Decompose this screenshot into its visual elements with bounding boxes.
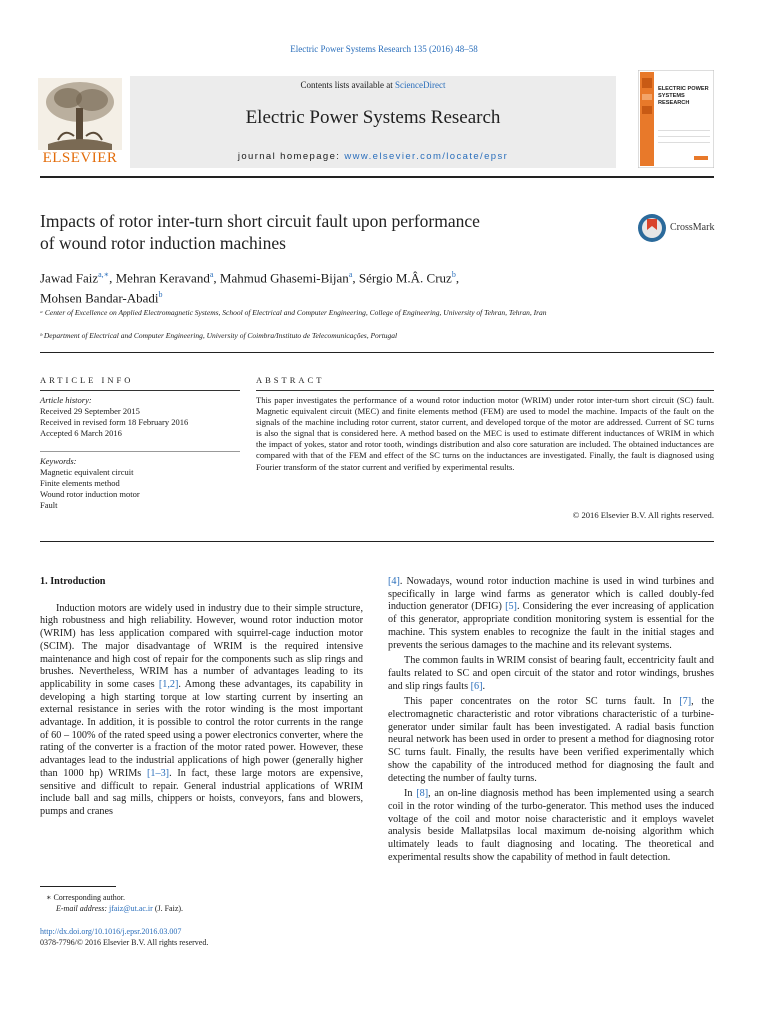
author-name[interactable]: Mahmud Ghasemi-Bijan bbox=[219, 270, 349, 286]
paragraph-text: . Nowadays, wound rotor induction machine is used in wind turbines and specifically in large wind farms as generator which is called doubly-fed induction generator (DFIG) bbox=[388, 576, 714, 613]
paragraph-text: This paper concentrates on the rotor SC turns fault. In bbox=[404, 696, 680, 708]
citation-link[interactable]: [6] bbox=[470, 680, 483, 692]
section-heading-introduction: 1. Introduction bbox=[40, 576, 106, 587]
article-title bbox=[40, 210, 600, 254]
paragraph-text: . Among these advantages, its capability in developing a high starting torque at low starting current by inserting an external resistance in series with the rotor winding is the most important advantage. In addition, it is possible to control the rotor currents in the range of 60 – 100% of the rated speed using a power electronics converter, where the rating of the converter is a fraction of the motor rated power. However, these advantages lead to the industrial applications of high power (generally higher than 1000 hp) WRIMs bbox=[40, 678, 363, 779]
author-affiliation-mark[interactable]: a bbox=[348, 270, 353, 279]
corresponding-author-note: ∗ Corresponding author. bbox=[46, 893, 125, 902]
doi-link[interactable]: http://dx.doi.org/10.1016/j.epsr.2016.03.007 bbox=[40, 927, 182, 936]
paragraph bbox=[388, 696, 714, 785]
paragraph bbox=[388, 788, 714, 864]
article-title-line-1: Impacts of rotor inter-turn short circuit fault upon performance bbox=[40, 211, 480, 231]
paragraph bbox=[388, 576, 714, 652]
keywords bbox=[40, 456, 240, 511]
journal-cover-thumbnail[interactable] bbox=[638, 70, 714, 168]
author-separator: , bbox=[352, 270, 359, 286]
abstract-text: This paper investigates the performance of a wound rotor induction motor (WRIM) under rotor inter-turn short circuit (SC) fault. Magnetic equivalent circuit (MEC) and finite elements method (FEM) are used to model the machine. Impacts of the fault on the signals of the machine including rotor current, stator current, and developed torque of the motor are addressed. Current of SC turns is also the signal that is considered here. A method based on the MEC is used to estimate different inductances of WRIM in which the impact of yokes, stator and rotor tooth, windings distribution and also core saturation are included. The obtained inductances are compared with that of the FEM and effect of the SC turns on the inductances are investigated. Finally, the fault is diagnosed using Fourier transform of the stator current and verified by experimental results. bbox=[256, 395, 714, 472]
issn-copyright: 0378-7796/© 2016 Elsevier B.V. All rights reserved. bbox=[40, 938, 209, 947]
crossmark-label: CrossMark bbox=[670, 222, 715, 233]
paragraph bbox=[388, 655, 714, 693]
doi-block bbox=[40, 926, 363, 948]
elsevier-logo[interactable] bbox=[38, 78, 122, 168]
paragraph-text: . In fact, these large motors are expensive, sensitive and difficult to repair. General industrial applications of WRIM include ball and sag mills, chippers or hoists, conveyors, fans and blowers, pumps and cranes bbox=[40, 767, 363, 817]
abstract-heading: ABSTRACT bbox=[256, 375, 325, 385]
paragraph-text: , an on-line diagnosis method has been implemented using a search coil in the rotor winding of the turbo-generator. This method uses the induced voltage of the coil and motor noise characteristic and it employs wavelet analysis beside Mallatpsilas local maximum de-noising algorithm which ultimately leads to fault diagnosing and locating. The theoretical and experimental results show the capability of method in fault detection. bbox=[388, 788, 714, 863]
keywords-rule bbox=[40, 451, 240, 452]
keyword-item: Wound rotor induction motor bbox=[40, 489, 140, 499]
citation-link[interactable]: [4] bbox=[388, 576, 400, 587]
footnote bbox=[40, 892, 363, 914]
homepage-link[interactable]: www.elsevier.com/locate/epsr bbox=[344, 151, 509, 162]
sciencedirect-link[interactable]: ScienceDirect bbox=[395, 80, 446, 90]
received-date: Received 29 September 2015 bbox=[40, 406, 140, 416]
revised-date: Received in revised form 18 February 2016 bbox=[40, 417, 189, 427]
article-info-rule bbox=[40, 390, 240, 391]
author-affiliation-mark[interactable]: a bbox=[209, 270, 214, 279]
citation-link[interactable]: [5] bbox=[505, 601, 517, 613]
accepted-date: Accepted 6 March 2016 bbox=[40, 428, 122, 438]
paragraph-text: . bbox=[482, 680, 486, 692]
body-column-left bbox=[40, 576, 363, 819]
email-line bbox=[40, 903, 363, 914]
author-name[interactable]: Sérgio M.Â. Cruz bbox=[358, 270, 452, 286]
header-divider bbox=[40, 176, 714, 178]
author-affiliation-mark[interactable]: b bbox=[451, 270, 456, 279]
abstract-copyright: © 2016 Elsevier B.V. All rights reserved. bbox=[572, 510, 714, 520]
citation-link[interactable]: [1–3] bbox=[146, 767, 170, 779]
email-link[interactable]: jfaiz@ut.ac.ir bbox=[109, 904, 153, 913]
author-separator: , bbox=[455, 270, 460, 286]
journal-homepage-line bbox=[130, 151, 616, 162]
contents-prefix: Contents lists available at bbox=[300, 80, 395, 90]
abstract-divider bbox=[40, 541, 714, 542]
author-name[interactable]: Mehran Keravand bbox=[115, 270, 210, 286]
crossmark-badge[interactable] bbox=[637, 212, 719, 244]
journal-cover-image bbox=[638, 70, 714, 168]
author-list bbox=[40, 266, 600, 307]
article-history bbox=[40, 395, 240, 439]
email-label: E-mail address: bbox=[56, 904, 110, 913]
author-separator: , bbox=[109, 270, 116, 286]
crossmark-icon bbox=[637, 213, 667, 243]
paragraph-text: The common faults in WRIM consist of bearing fault, eccentricity fault and faults related to SC and open circuit of the stator and rotor windings, brushes and slip rings faults bbox=[388, 655, 714, 692]
citation-link[interactable]: [8] bbox=[416, 788, 429, 800]
paragraph bbox=[40, 603, 363, 819]
contents-line bbox=[130, 80, 616, 90]
homepage-prefix: journal homepage: bbox=[237, 151, 345, 162]
email-suffix: (J. Faiz). bbox=[152, 904, 184, 913]
author-separator: , bbox=[213, 270, 220, 286]
elsevier-wordmark: ELSEVIER bbox=[42, 150, 118, 166]
author-affiliation-mark[interactable]: a,∗ bbox=[98, 270, 110, 279]
keyword-item: Finite elements method bbox=[40, 478, 120, 488]
paragraph-text: , the electromagnetic characteristic and rotor vibrations characteristic of a turbine-generator under similar fault has been investigated. A radial basis function neural network has been used in order to present a method for diagnosing rotor SC turns fault. Finally, the results have been verified experimentally which show the capability of the introduced method for diagnosing the fault and detecting the number of faulty turns. bbox=[388, 696, 714, 784]
keywords-label: Keywords: bbox=[40, 456, 77, 466]
affiliation-a: ᵃ Center of Excellence on Applied Electromagnetic Systems, School of Electrical and Computer Engineering, College of Engineering, University of Tehran, Tehran, Iran bbox=[40, 308, 547, 317]
paragraph-text: . Considering the ever increasing of application of this generator, appropriate condition monitoring system is essential for the machine. This system enables to recognize the fault in the initial stages and prevents the serious damages to the machine and its relevant systems. bbox=[388, 601, 714, 651]
history-label: Article history: bbox=[40, 395, 92, 405]
paragraph-text: In bbox=[404, 788, 417, 800]
article-title-line-2: of wound rotor induction machines bbox=[40, 233, 286, 253]
paragraph-text: Induction motors are widely used in industry due to their simple structure, high robustness and high reliability. However, wound rotor induction motor (WRIM) has less application compared with squirrel-cage induction motor (SCIM). The major disadvantage of WRIM is the required intensive maintenance and high cost of repair for the components such as slip rings and brushes. Nevertheless, WRIM has a number of advantages leading to its applicability in some cases bbox=[40, 602, 363, 690]
affiliation-b: ᵇ Department of Electrical and Computer Engineering, University of Coimbra/Instituto de Telecomunicações, Portugal bbox=[40, 331, 398, 340]
author-affiliation-mark[interactable]: b bbox=[158, 290, 163, 300]
cover-title: ELECTRIC POWER SYSTEMS RESEARCH bbox=[658, 86, 709, 106]
author-name[interactable]: Jawad Faiz bbox=[40, 270, 99, 286]
author-name[interactable]: Mohsen Bandar-Abadi bbox=[40, 290, 159, 306]
footnote-rule bbox=[40, 886, 116, 887]
citation-link[interactable]: [1,2] bbox=[158, 678, 179, 690]
journal-citation-link[interactable]: Electric Power Systems Research 135 (2016) 48–58 bbox=[290, 44, 478, 54]
abstract-rule bbox=[256, 390, 714, 391]
keyword-item: Fault bbox=[40, 500, 58, 510]
article-info-heading: ARTICLE INFO bbox=[40, 375, 134, 385]
journal-title: Electric Power Systems Research bbox=[245, 107, 501, 128]
title-divider bbox=[40, 352, 714, 353]
keyword-item: Magnetic equivalent circuit bbox=[40, 467, 134, 477]
body-column-right bbox=[388, 576, 714, 864]
citation-link[interactable]: [7] bbox=[679, 696, 692, 708]
